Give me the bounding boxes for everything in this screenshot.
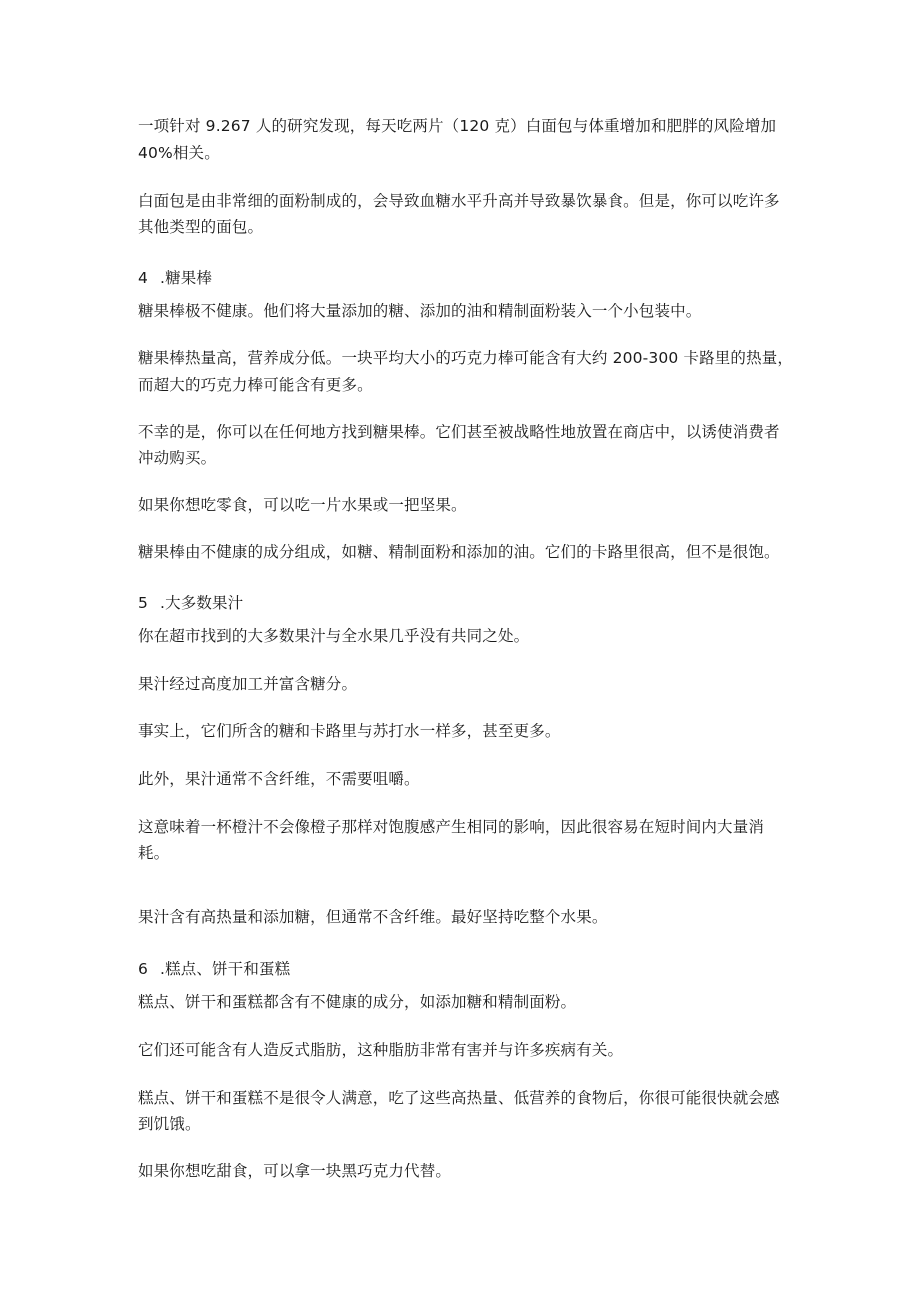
paragraph-line: 它们还可能含有人造反式脂肪，这种脂肪非常有害并与许多疾病有关。	[138, 1041, 624, 1059]
paragraph-line: 果汁含有高热量和添加糖，但通常不含纤维。最好坚持吃整个水果。	[138, 908, 608, 926]
paragraph-line: 白面包是由非常细的面粉制成的，会导致血糖水平升高并导致暴饮暴食。但是，你可以吃许多	[138, 192, 780, 210]
paragraph-line: 糕点、饼干和蛋糕不是很令人满意，吃了这些高热量、低营养的食物后，你很可能很快就会感	[138, 1089, 780, 1107]
section-title: .糕点、饼干和蛋糕	[160, 960, 291, 978]
paragraph-line: 这意味着一杯橙汁不会像橙子那样对饱腹感产生相同的影响，因此很容易在短时间内大量消	[138, 818, 765, 836]
paragraph-line: 到饥饿。	[138, 1115, 201, 1133]
paragraph-line: 糖果棒热量高，营养成分低。一块平均大小的巧克力棒可能含有大约 200-300 卡路里的热量，	[138, 349, 794, 367]
paragraph-line: 如果你想吃零食，可以吃一片水果或一把坚果。	[138, 496, 467, 514]
section-title: .大多数果汁	[160, 594, 244, 612]
paragraph-line: 而超大的巧克力棒可能含有更多。	[138, 376, 373, 394]
paragraph-line: 耗。	[138, 844, 170, 862]
paragraph-line: 糖果棒极不健康。他们将大量添加的糖、添加的油和精制面粉装入一个小包装中。	[138, 302, 702, 320]
paragraph-line: 事实上，它们所含的糖和卡路里与苏打水一样多，甚至更多。	[138, 722, 561, 740]
section-heading-6	[138, 957, 290, 981]
section-title: .糖果棒	[160, 269, 213, 287]
paragraph-line: 你在超市找到的大多数果汁与全水果几乎没有共同之处。	[138, 627, 530, 645]
paragraph-line: 果汁经过高度加工并富含糖分。	[138, 675, 358, 693]
section-number: 6	[138, 960, 149, 978]
paragraph-line: 如果你想吃甜食，可以拿一块黑巧克力代替。	[138, 1162, 452, 1180]
paragraph-line: 其他类型的面包。	[138, 218, 264, 236]
paragraph-line: 一项针对 9.267 人的研究发现，每天吃两片（120 克）白面包与体重增加和肥胖的风险增加	[138, 117, 777, 135]
section-number: 5	[138, 594, 149, 612]
paragraph-line: 糕点、饼干和蛋糕都含有不健康的成分，如添加糖和精制面粉。	[138, 993, 577, 1011]
paragraph-line: 糖果棒由不健康的成分组成，如糖、精制面粉和添加的油。它们的卡路里很高，但不是很饱。	[138, 543, 780, 561]
paragraph-line: 冲动购买。	[138, 449, 217, 467]
section-number: 4	[138, 269, 149, 287]
paragraph-line: 40%相关。	[138, 144, 220, 162]
section-heading-4	[138, 266, 212, 290]
paragraph-line: 不幸的是，你可以在任何地方找到糖果棒。它们甚至被战略性地放置在商店中，以诱使消费者	[138, 423, 780, 441]
section-heading-5	[138, 591, 243, 615]
paragraph-line: 此外，果汁通常不含纤维，不需要咀嚼。	[138, 770, 420, 788]
